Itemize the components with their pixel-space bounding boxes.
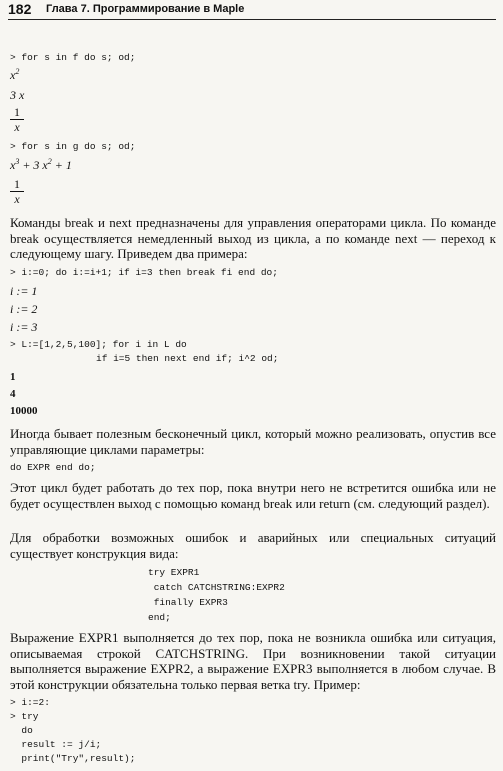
maple-result-4: 4 [10, 388, 16, 400]
chapter-title: Глава 7. Программирование в Maple [46, 3, 245, 15]
maple-output-fraction-2: 1 x [10, 178, 24, 205]
maple-input-4a: > L:=[1,2,5,100]; for i in L do [10, 339, 187, 350]
maple-output-i3: i := 3 [10, 320, 38, 334]
maple-input-4b: if i=5 then next end if; i^2 od; [96, 353, 279, 364]
try-line-3: finally EXPR3 [148, 597, 228, 608]
maple-result-1: 1 [10, 371, 16, 383]
paragraph-try-description: Выражение EXPR1 выполняется до тех пор, пока не возникла ошибка или ситуация, описываемая строкой CATCHSTRING. При возникновении такой ситуации выполняется выражение EXPR2, а выражение EXPR3 выполняется в любом случае. В этой конструкции обязательна только первая ветка try. Пример: [10, 630, 496, 692]
maple-output-x-squared: $x^2$ [10, 67, 20, 82]
try-line-2: catch CATCHSTRING:EXPR2 [148, 582, 285, 593]
try-line-4: end; [148, 612, 171, 623]
try-line-1: try EXPR1 [148, 567, 200, 578]
maple-input-2: > for s in g do s; od; [10, 141, 136, 152]
maple-input-1: > for s in f do s; od; [10, 52, 136, 63]
example-line-1: > i:=2: [10, 697, 50, 708]
example-line-5: print("Try",result); [10, 753, 136, 764]
paragraph-break-next: Команды break и next предназначены для управления операторами цикла. По команде break осуществляется немедленный выход из цикла, а по команде next — переход к следующему шагу. Приведем два примера: [10, 215, 496, 261]
paragraph-infinite-loop: Иногда бывает полезным бесконечный цикл, который можно реализовать, опустив все управляющие циклами параметры: [10, 426, 496, 457]
maple-output-polynomial: $x^3 + 3$ $x^2 + 1$ [10, 157, 72, 172]
maple-output-i2: i := 2 [10, 302, 38, 316]
maple-output-fraction-1: 1 x [10, 106, 24, 133]
maple-result-10000: 10000 [10, 405, 38, 417]
header-rule [8, 19, 496, 20]
example-line-4: result := j/i; [10, 739, 102, 750]
paragraph-loop-exit: Этот цикл будет работать до тех пор, пока внутри него не встретится ошибка или не будет осуществлен выход с помощью команд break или return (см. следующий раздел). [10, 480, 496, 511]
example-line-2: > try [10, 711, 39, 722]
paragraph-error-handling: Для обработки возможных ошибок и аварийных или специальных ситуаций существует конструкция вида: [10, 530, 496, 561]
code-do-expr: do EXPR end do; [10, 462, 96, 473]
maple-input-3: > i:=0; do i:=i+1; if i=3 then break fi end do; [10, 267, 278, 278]
maple-output-i1: i := 1 [10, 284, 38, 298]
page-number: 182 [8, 1, 32, 17]
example-line-3: do [10, 725, 33, 736]
maple-output-3x: 3 x [10, 88, 25, 102]
page-header [0, 0, 503, 20]
